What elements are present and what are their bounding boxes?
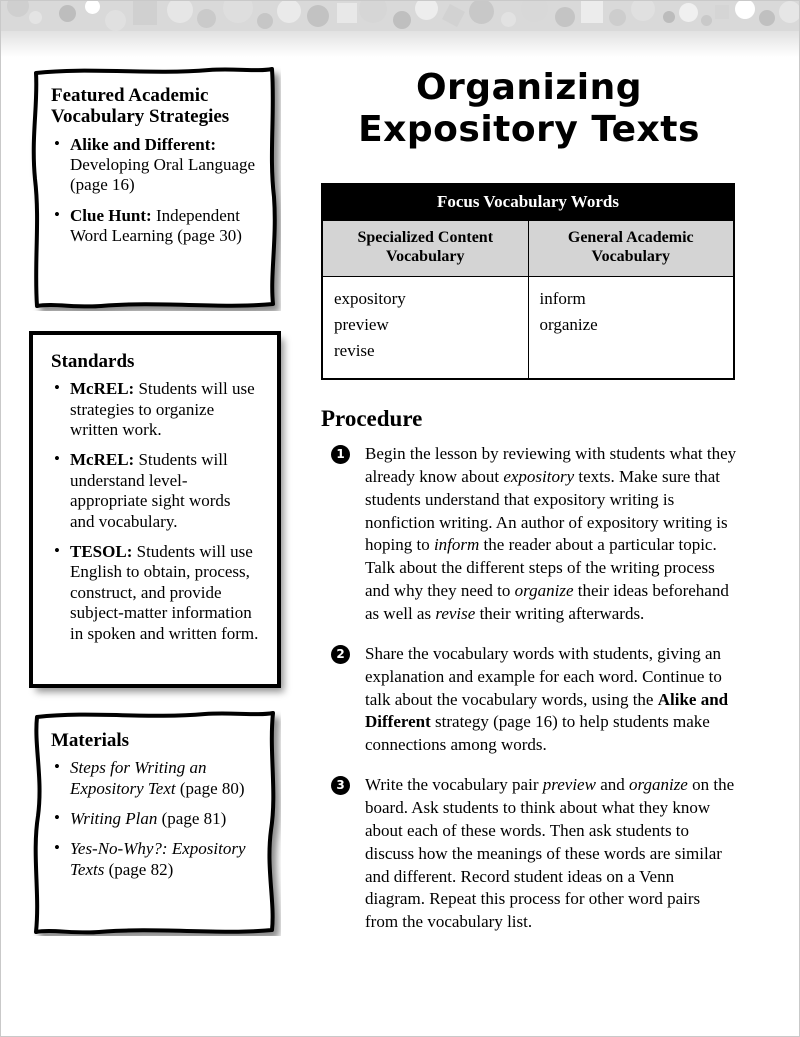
confetti-dot — [701, 15, 712, 26]
item-lead: McREL: — [70, 379, 135, 399]
item-lead: McREL: — [70, 450, 135, 470]
procedure-step — [321, 643, 737, 757]
item-rest: (page 81) — [161, 809, 227, 829]
item-rest: Independent Word Learning (page 30) — [70, 205, 242, 246]
item-lead: Writing Plan — [70, 809, 158, 829]
step-number-badge: 2 — [331, 645, 350, 664]
item-lead: Yes-No-Why?: Expository Texts — [70, 839, 246, 879]
confetti-square — [715, 5, 729, 19]
list-item — [51, 542, 259, 644]
sidebar — [29, 63, 281, 956]
item-lead: Clue Hunt: — [70, 205, 152, 225]
procedure-heading: Procedure — [321, 405, 423, 431]
item-rest: (page 82) — [108, 859, 174, 879]
specialized-vocabulary-cell — [322, 276, 528, 379]
confetti-dot — [167, 1, 193, 23]
confetti-dot — [501, 12, 516, 27]
item-rest: Students will use strategies to organize written work. — [70, 379, 255, 440]
list-item — [51, 758, 261, 799]
confetti-dot — [469, 1, 494, 24]
confetti-dot — [609, 9, 626, 26]
step-text: Begin the lesson by reviewing with students what they already know about expository texts. Make sure that students understand that expository writing is nonfiction writing. An author of expository writing is hoping to inform the reader about a particular topic. Talk about the different steps of the writing process and why they need to organize their ideas beforehand as well as revise their writing afterwards. — [365, 443, 737, 623]
standards-box — [29, 331, 281, 688]
confetti-dot — [759, 10, 775, 26]
item-rest: (page 80) — [179, 778, 245, 798]
confetti-dot — [631, 1, 655, 21]
confetti-dot — [277, 1, 301, 23]
confetti-dot — [197, 9, 216, 28]
list-item — [51, 839, 261, 880]
vocabulary-word: expository — [334, 288, 406, 308]
list-item — [51, 450, 259, 532]
procedure-step — [321, 443, 737, 626]
confetti-header-band — [1, 1, 800, 31]
table-title-row — [322, 184, 734, 221]
confetti-dot — [521, 1, 548, 22]
confetti-dot — [415, 1, 438, 20]
column-header-general: General Academic Vocabulary — [528, 221, 734, 277]
table-title: Focus Vocabulary Words — [322, 184, 734, 221]
confetti-dot — [223, 1, 253, 23]
confetti-dot — [257, 13, 273, 29]
procedure-step — [321, 774, 737, 934]
focus-vocabulary-table — [321, 183, 735, 380]
main-content — [321, 67, 737, 934]
item-rest: Students will understand level-appropriate sight words and vocabulary. — [70, 450, 231, 531]
vocabulary-word: inform — [539, 288, 586, 308]
confetti-dot — [307, 5, 329, 27]
item-lead: Steps for Writing an Expository Text — [70, 758, 207, 798]
vocabulary-word: preview — [334, 314, 389, 334]
general-vocabulary-cell — [528, 276, 734, 379]
confetti-dot — [779, 1, 800, 23]
step-text: Write the vocabulary pair preview and organize on the board. Ask students to think about what they know about each of these words. Then ask students to discuss how the meanings of these words are similar and different. Record student ideas on a Venn diagram. Repeat this process for other word pairs from the vocabulary list. — [365, 775, 735, 932]
materials-title: Materials — [51, 730, 130, 751]
item-rest: Developing Oral Language (page 16) — [70, 154, 256, 195]
materials-box — [29, 708, 281, 936]
table-header-row — [322, 221, 734, 277]
confetti-square — [337, 3, 357, 23]
item-lead: TESOL: — [70, 542, 133, 561]
featured-strategies-box — [29, 63, 281, 311]
column-header-specialized: Specialized Content Vocabulary — [322, 221, 528, 277]
confetti-dot — [7, 1, 29, 17]
confetti-dot — [59, 5, 76, 22]
item-rest: Students will use English to obtain, process, construct, and provide subject-matter information in spoken and written form. — [70, 542, 259, 643]
step-number-badge: 3 — [331, 776, 350, 795]
list-item — [51, 135, 261, 196]
table-row — [322, 276, 734, 379]
confetti-dot — [105, 10, 126, 31]
list-item — [51, 379, 259, 440]
page-title-line-1: Organizing — [415, 67, 643, 108]
confetti-dot — [679, 3, 698, 22]
standards-title: Standards — [51, 351, 135, 372]
band-fade-gradient — [1, 31, 800, 57]
confetti-dot — [85, 1, 100, 14]
page-title-line-2: Expository Texts — [358, 109, 700, 151]
vocabulary-word: organize — [539, 314, 598, 334]
step-text: Share the vocabulary words with students, giving an explanation and example for each word. Continue to talk about the vocabulary words, using the Alike and Different strategy (page 16) to help students make connections among words. — [365, 643, 729, 755]
featured-strategies-list — [51, 135, 261, 247]
confetti-square — [442, 4, 465, 27]
confetti-square — [133, 1, 157, 25]
confetti-dot — [663, 11, 675, 23]
item-lead: Alike and Different: — [70, 134, 217, 154]
step-number-badge: 1 — [331, 445, 350, 464]
confetti-dot — [555, 7, 575, 27]
confetti-dot — [393, 11, 411, 29]
list-item — [51, 809, 261, 829]
vocabulary-word: revise — [334, 340, 375, 360]
confetti-dot — [29, 11, 42, 24]
standards-list — [51, 379, 259, 644]
procedure-list — [321, 443, 737, 934]
confetti-dot — [359, 1, 387, 23]
list-item — [51, 206, 261, 247]
page-title — [321, 67, 737, 151]
confetti-dot — [735, 1, 755, 19]
featured-strategies-title: Featured Academic Vocabulary Strategies — [51, 85, 230, 128]
materials-list — [51, 758, 261, 880]
confetti-square — [581, 1, 603, 23]
